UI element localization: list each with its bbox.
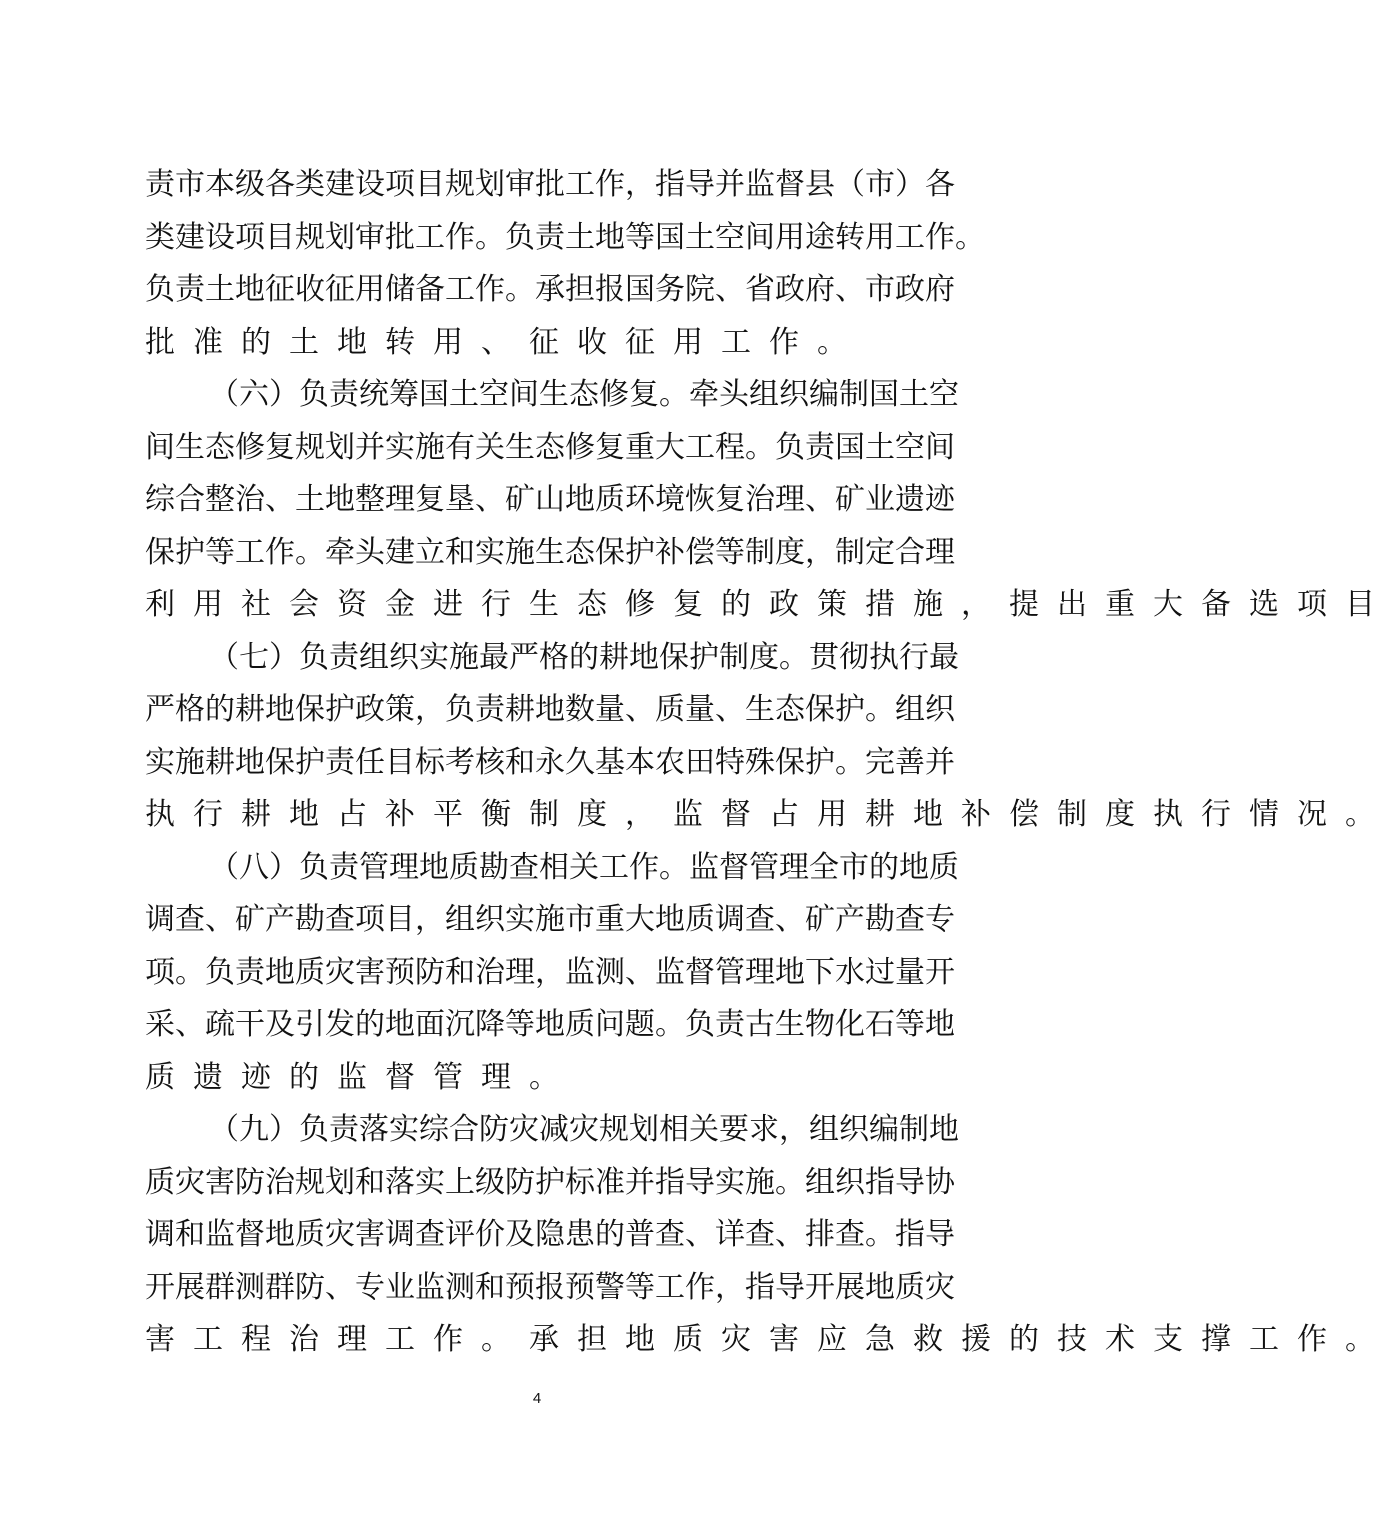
text-line: 采、疏干及引发的地面沉降等地质问题。负责古生物化石等地 (145, 1007, 955, 1042)
page-number: 4 (532, 1390, 542, 1407)
text-line: 责市本级各类建设项目规划审批工作，指导并监督县（市）各 (145, 167, 955, 202)
text-line: 调和监督地质灾害调查评价及隐患的普查、详查、排查。指导 (145, 1217, 955, 1252)
text-line: 负责土地征收征用储备工作。承担报国务院、省政府、市政府 (145, 272, 955, 307)
text-line: 调查、矿产勘查项目，组织实施市重大地质调查、矿产勘查专 (145, 902, 955, 937)
text-line: 保护等工作。牵头建立和实施生态保护补偿等制度，制定合理 (145, 534, 955, 570)
paragraph-heading-line: （八）负责管理地质勘查相关工作。监督管理全市的地质 (209, 849, 959, 885)
text-line: 批准的土地转用、征收征用工作。 (145, 324, 865, 360)
paragraph-heading-line: （九）负责落实综合防灾减灾规划相关要求，组织编制地 (209, 1112, 959, 1147)
text-line: 综合整治、土地整理复垦、矿山地质环境恢复治理、矿业遗迹 (145, 482, 955, 517)
text-line: 质遗迹的监督管理。 (145, 1059, 577, 1095)
text-line: 项。负责地质灾害预防和治理，监测、监督管理地下水过量开 (145, 954, 955, 990)
document-body (145, 159, 1393, 1367)
text-line: 严格的耕地保护政策，负责耕地数量、质量、生态保护。组织 (145, 692, 955, 727)
text-line: 执行耕地占补平衡制度，监督占用耕地补偿制度执行情况。 (145, 797, 1393, 832)
text-line: 利用社会资金进行生态修复的政策措施，提出重大备选项目 (145, 587, 1393, 622)
paragraph-heading-line: （六）负责统筹国土空间生态修复。牵头组织编制国土空 (209, 377, 959, 412)
text-line: 开展群测群防、专业监测和预报预警等工作，指导开展地质灾 (145, 1269, 955, 1305)
text-line: 类建设项目规划审批工作。负责土地等国土空间用途转用工作。 (145, 219, 985, 255)
text-line: 质灾害防治规划和落实上级防护标准并指导实施。组织指导协 (145, 1164, 955, 1200)
text-line: 实施耕地保护责任目标考核和永久基本农田特殊保护。完善并 (145, 744, 955, 780)
paragraph-heading-line: （七）负责组织实施最严格的耕地保护制度。贯彻执行最 (209, 639, 959, 675)
text-line: 害工程治理工作。承担地质灾害应急救援的技术支撑工作。 (145, 1322, 1393, 1357)
text-line: 间生态修复规划并实施有关生态修复重大工程。负责国土空间 (145, 429, 955, 465)
